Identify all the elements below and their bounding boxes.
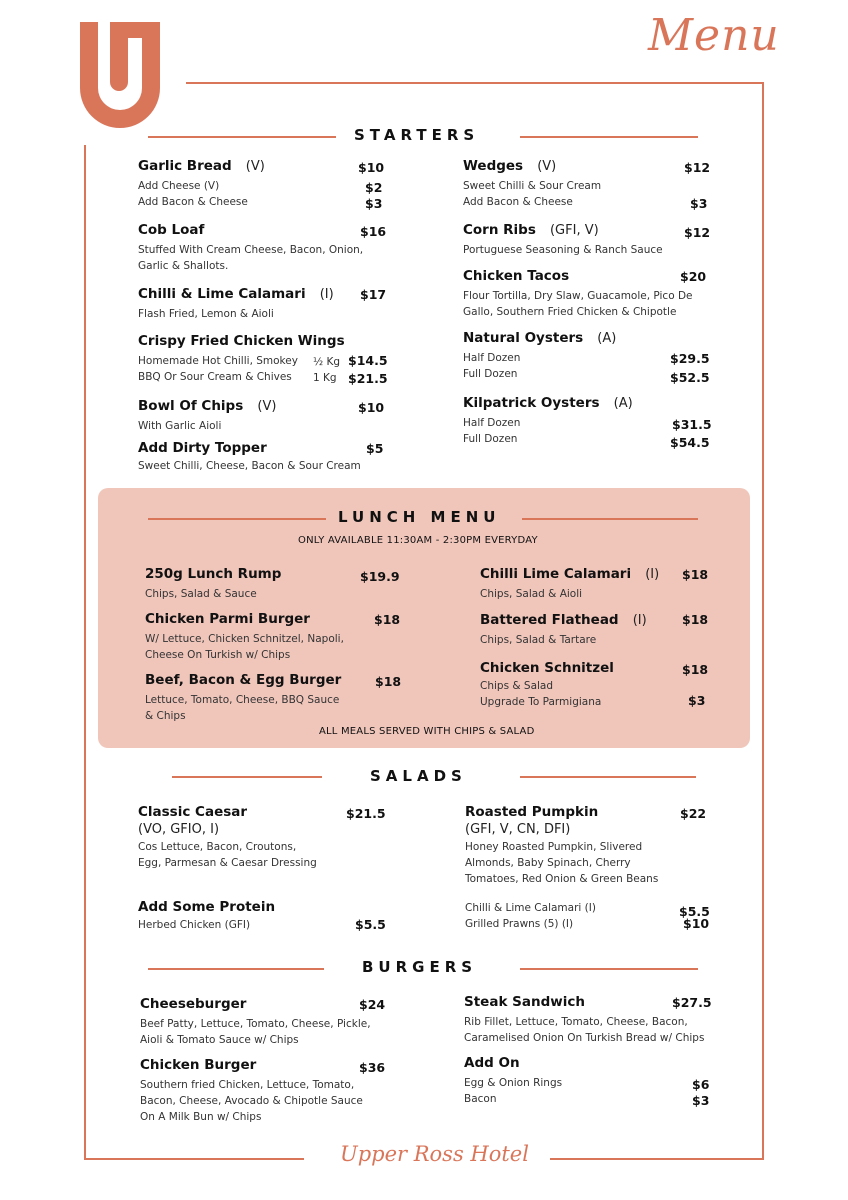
item-price: $10: [683, 916, 710, 931]
menu-item-parmi-burger: Chicken Parmi Burger W/ Lettuce, Chicken Schnitzel, Napoli, Cheese On Turkish w/ Chips: [145, 611, 344, 661]
menu-item-natural-oysters: Natural Oysters (A) Half Dozen Full Dozen: [463, 330, 617, 380]
frame-bottom-left-rule: [84, 1158, 304, 1160]
item-price: $5.5: [679, 904, 710, 919]
item-price: $18: [682, 662, 709, 677]
starters-rule-left: [148, 136, 336, 138]
burgers-title: BURGERS: [362, 958, 478, 976]
item-price: $12: [684, 160, 711, 175]
item-price: $52.5: [670, 370, 710, 385]
burgers-rule-left: [148, 968, 324, 970]
item-price: $31.5: [672, 417, 712, 432]
lunch-footnote: ALL MEALS SERVED WITH CHIPS & SALAD: [319, 726, 535, 737]
menu-item-chicken-tacos: Chicken Tacos Flour Tortilla, Dry Slaw, Guacamole, Pico De Gallo, Southern Fried Chicken & Chipotle: [463, 268, 693, 318]
menu-item-bowl-of-chips: Bowl Of Chips (V) With Garlic Aioli: [138, 398, 277, 432]
menu-item-add-protein: Add Some Protein Herbed Chicken (GFI): [138, 899, 276, 931]
item-price: $21.5: [348, 371, 388, 386]
starters-rule-right: [520, 136, 698, 138]
item-price: $19.9: [360, 569, 400, 584]
hotel-logo-icon: [80, 22, 160, 134]
menu-item-lunch-calamari: Chilli Lime Calamari (I) Chips, Salad & Aioli: [480, 566, 660, 600]
item-price: $18: [375, 674, 402, 689]
menu-item-battered-flathead: Battered Flathead (I) Chips, Salad & Tartare: [480, 612, 647, 646]
menu-item-wedges: Wedges (V) Sweet Chilli & Sour Cream Add Bacon & Cheese: [463, 158, 602, 208]
menu-item-classic-caesar: Classic Caesar (VO, GFIO, I) Cos Lettuce, Bacon, Croutons, Egg, Parmesan & Caesar Dressing: [138, 804, 317, 869]
item-price: $21.5: [346, 806, 386, 821]
menu-item-chicken-wings: Crispy Fried Chicken Wings Homemade Hot Chilli, Smokey BBQ Or Sour Cream & Chives: [138, 333, 345, 383]
menu-item-bbe-burger: Beef, Bacon & Egg Burger Lettuce, Tomato, Cheese, BBQ Sauce & Chips: [145, 672, 342, 722]
menu-item-dirty-topper: Add Dirty Topper Sweet Chilli, Cheese, Bacon & Sour Cream: [138, 440, 361, 472]
item-price: $3: [690, 196, 708, 211]
menu-item-cheeseburger: Cheeseburger Beef Patty, Lettuce, Tomato, Cheese, Pickle, Aioli & Tomato Sauce w/ Chips: [140, 996, 371, 1046]
lunch-rule-left: [148, 518, 326, 520]
item-price: $3: [688, 693, 706, 708]
menu-item-lunch-rump: 250g Lunch Rump Chips, Salad & Sauce: [145, 566, 282, 600]
menu-item-chicken-schnitzel: Chicken Schnitzel Chips & Salad Upgrade To Parmigiana: [480, 660, 614, 708]
item-price: $17: [360, 287, 387, 302]
item-price: $6: [692, 1077, 710, 1092]
item-price: $12: [684, 225, 711, 240]
item-price: $29.5: [670, 351, 710, 366]
item-price: $3: [692, 1093, 710, 1108]
item-price: $18: [682, 612, 709, 627]
item-price: $3: [365, 196, 383, 211]
lunch-title: LUNCH MENU: [338, 508, 501, 526]
wings-size: 1 Kg: [313, 372, 337, 384]
menu-item-steak-sandwich: Steak Sandwich Rib Fillet, Lettuce, Tomato, Cheese, Bacon, Caramelised Onion On Turkish Bread w/ Chips: [464, 994, 705, 1044]
frame-left-rule: [84, 145, 86, 1160]
frame-right-rule: [762, 82, 764, 1160]
item-price: $5.5: [355, 917, 386, 932]
menu-title: Menu: [648, 10, 780, 61]
menu-item-kilpatrick-oysters: Kilpatrick Oysters (A) Half Dozen Full Dozen: [463, 395, 633, 445]
menu-item-roasted-pumpkin: Roasted Pumpkin (GFI, V, CN, DFI) Honey Roasted Pumpkin, Slivered Almonds, Baby Spinach, Cherry Tomatoes, Red Onion & Green Beans: [465, 804, 659, 885]
item-price: $27.5: [672, 995, 712, 1010]
lunch-subtitle: ONLY AVAILABLE 11:30AM - 2:30PM EVERYDAY: [298, 535, 538, 546]
item-price: $36: [359, 1060, 386, 1075]
frame-bottom-right-rule: [550, 1158, 764, 1160]
menu-item-chilli-lime-calamari: Chilli & Lime Calamari (I) Flash Fried, Lemon & Aioli: [138, 286, 334, 320]
item-price: $18: [374, 612, 401, 627]
burgers-rule-right: [520, 968, 698, 970]
item-price: $16: [360, 224, 387, 239]
item-price: $10: [358, 160, 385, 175]
menu-item-salad-addons: Chilli & Lime Calamari (I) Grilled Prawns (5) (I): [465, 902, 596, 930]
menu-item-cob-loaf: Cob Loaf Stuffed With Cream Cheese, Bacon, Onion, Garlic & Shallots.: [138, 222, 364, 272]
item-price: $22: [680, 806, 707, 821]
item-price: $5: [366, 441, 384, 456]
menu-item-garlic-bread: Garlic Bread (V) Add Cheese (V) Add Bacon & Cheese: [138, 158, 265, 208]
item-price: $10: [358, 400, 385, 415]
menu-item-add-on: Add On Egg & Onion Rings Bacon: [464, 1055, 563, 1105]
frame-top-rule: [186, 82, 762, 84]
menu-item-chicken-burger: Chicken Burger Southern fried Chicken, Lettuce, Tomato, Bacon, Cheese, Avocado & Chipotle Sauce On A Milk Bun w/ Chips: [140, 1057, 363, 1123]
salads-rule-left: [172, 776, 322, 778]
lunch-rule-right: [522, 518, 698, 520]
item-price: $2: [365, 180, 383, 195]
wings-size: ½ Kg: [313, 356, 341, 368]
item-price: $20: [680, 269, 707, 284]
salads-title: SALADS: [370, 767, 467, 785]
item-price: $24: [359, 997, 386, 1012]
item-price: $18: [682, 567, 709, 582]
starters-title: STARTERS: [354, 126, 480, 144]
item-price: $54.5: [670, 435, 710, 450]
menu-item-corn-ribs: Corn Ribs (GFI, V) Portuguese Seasoning & Ranch Sauce: [463, 222, 663, 256]
hotel-signature: Upper Ross Hotel: [340, 1142, 529, 1166]
salads-rule-right: [520, 776, 696, 778]
item-price: $14.5: [348, 353, 388, 368]
